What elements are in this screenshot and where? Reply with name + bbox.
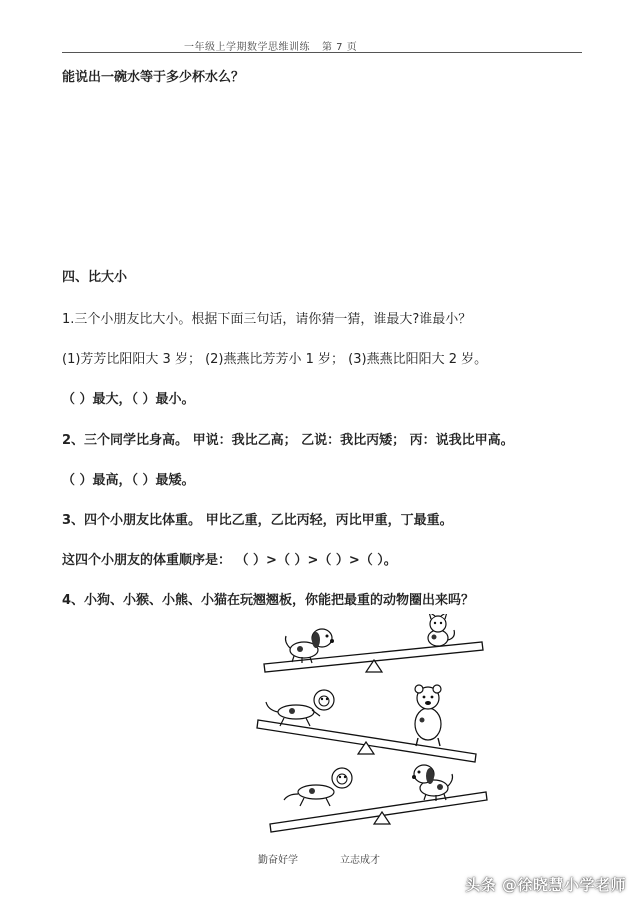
question-1-answer-line: （ ）最大，（ ）最小。 (62, 392, 195, 407)
seesaw-2 (257, 685, 476, 762)
question-2-prompt: 2、三个同学比身高。 甲说：我比乙高； 乙说：我比丙矮； 丙：说我比甲高。 (62, 433, 514, 448)
question-3-prompt: 3、四个小朋友比体重。 甲比乙重，乙比丙轻，丙比甲重，丁最重。 (62, 513, 453, 528)
seesaw-illustration (250, 614, 500, 842)
intro-question: 能说出一碗水等于多少杯水么？ (62, 70, 245, 85)
question-1-conditions: (1)芳芳比阳阳大 3 岁； (2)燕燕比芳芳小 1 岁； (3)燕燕比阳阳大 2 岁。 (62, 352, 488, 367)
footer-motto-left: 勤奋好学 (258, 855, 298, 866)
seesaw-3 (270, 765, 487, 832)
seesaw-2-plank (257, 720, 476, 762)
monkey-icon (266, 690, 334, 726)
question-2-answer-line: （ ）最高，（ ）最矮。 (62, 473, 195, 488)
question-1-prompt: 1.三个小朋友比大小。根据下面三句话，请你猜一猜，谁最大?谁最小？ (62, 312, 472, 327)
section-title: 四、比大小 (62, 270, 128, 285)
footer-motto-right: 立志成才 (340, 855, 380, 866)
question-3-order-line: 这四个小朋友的体重顺序是： （ ）>（ ）>（ ）>（ ）。 (62, 553, 397, 568)
header-rule (62, 52, 582, 53)
header-title: 一年级上学期数学思维训练 (184, 42, 310, 53)
cat-icon (428, 614, 454, 646)
monkey-icon (284, 768, 352, 806)
seesaw-3-plank (270, 792, 487, 832)
seesaw-1 (264, 614, 483, 672)
bear-icon (415, 685, 441, 746)
dog-icon (412, 765, 453, 801)
question-4-prompt: 4、小狗、小猴、小熊、小猫在玩翘翘板，你能把最重的动物圈出来吗？ (62, 593, 475, 608)
header-page-number: 第 7 页 (322, 42, 358, 53)
watermark: 头条 @徐晓慧小学老师 (465, 876, 626, 894)
